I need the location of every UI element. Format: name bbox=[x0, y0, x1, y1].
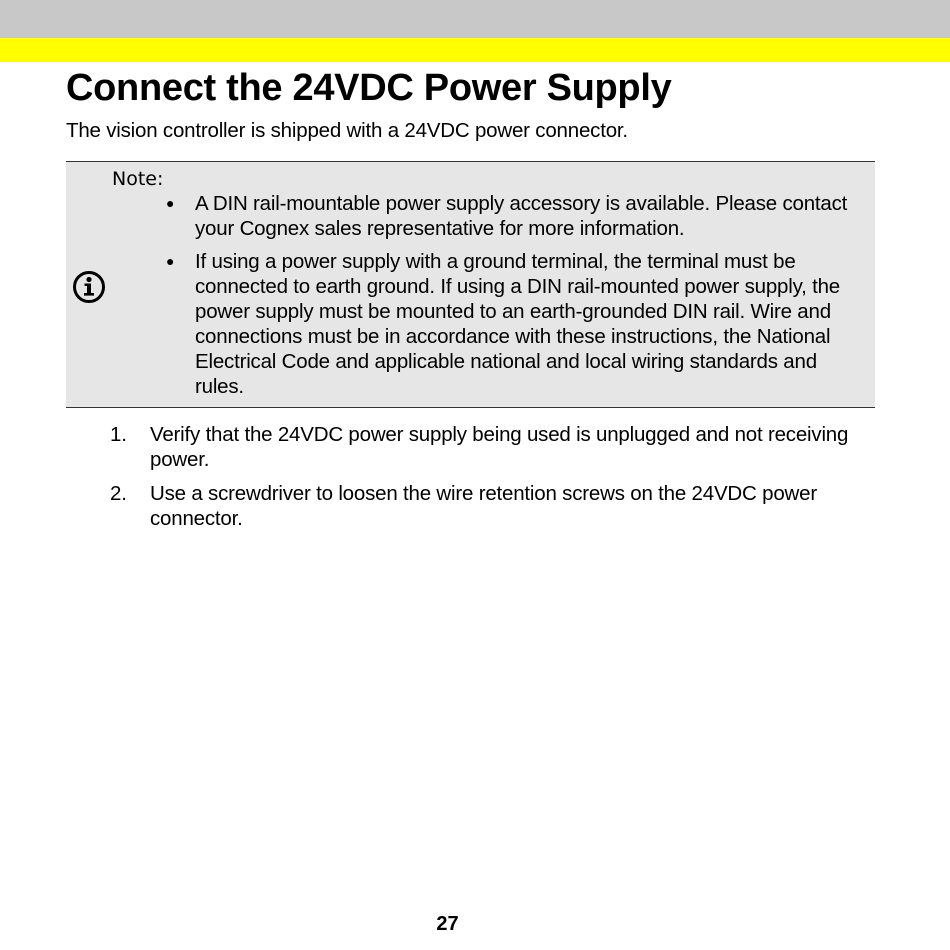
step-item bbox=[110, 422, 880, 472]
intro-text: The vision controller is shipped with a 24VDC power connector. bbox=[66, 119, 628, 142]
info-circle-icon bbox=[72, 270, 106, 304]
header-yellow-bar bbox=[0, 38, 950, 62]
note-item bbox=[164, 191, 864, 241]
step-text: Verify that the 24VDC power supply being used is unplugged and not receiving power. bbox=[150, 423, 849, 471]
steps-list bbox=[110, 422, 880, 540]
note-list bbox=[164, 191, 864, 407]
note-label-colon: : bbox=[156, 168, 164, 190]
bullet-icon: ● bbox=[166, 195, 175, 211]
step-item bbox=[110, 481, 880, 531]
bullet-icon: ● bbox=[166, 253, 175, 269]
page-number: 27 bbox=[436, 913, 459, 935]
note-item-text: A DIN rail-mountable power supply accessory is available. Please contact your Cognex sales representative for more information. bbox=[195, 192, 848, 240]
note-item bbox=[164, 249, 864, 399]
note-box bbox=[66, 161, 875, 408]
page-title: Connect the 24VDC Power Supply bbox=[66, 67, 672, 109]
header-gray-bar bbox=[0, 0, 950, 38]
note-item-text: If using a power supply with a ground terminal, the terminal must be connected to earth ground. If using a DIN rail-mounted power supply, the power supply must be mounted to an earth-grounded DIN rail. Wire and connections must be in accordance with these instructions, the National Electrical Code and applicable national and local wiring standards and rules. bbox=[195, 250, 841, 398]
step-number: 1. bbox=[110, 423, 127, 446]
note-label bbox=[112, 167, 163, 192]
note-label-text: Note bbox=[112, 168, 157, 190]
step-number: 2. bbox=[110, 482, 127, 505]
step-text: Use a screwdriver to loosen the wire retention screws on the 24VDC power connector. bbox=[150, 482, 817, 530]
